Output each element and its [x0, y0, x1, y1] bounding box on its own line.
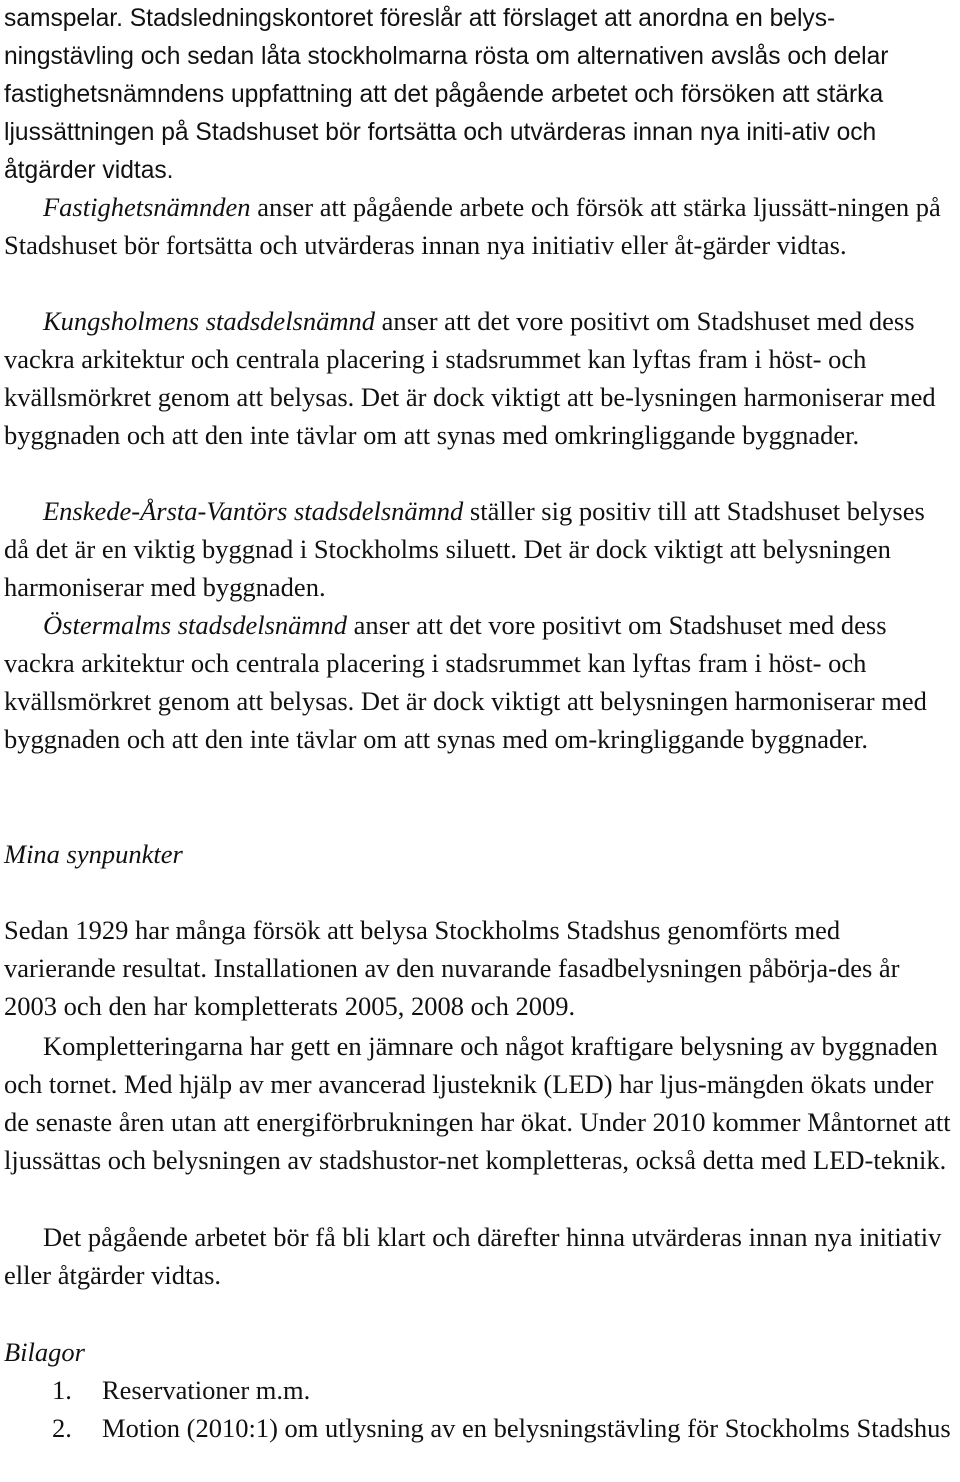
paragraph-text: ställer sig positiv till att Stadshuset belyses då det är en viktig byggnad i Stockholms siluett. Det är dock viktigt att belysningen harmoniserar med byggnaden.	[4, 496, 925, 602]
paragraph-kompletteringarna	[4, 1028, 956, 1180]
paragraph-text: anser att det vore positivt om Stadshuset med dess vackra arkitektur och centrala placering i stadsrummet kan lyftas fram i höst- och kvällsmörkret genom att belysas. Det är dock viktigt att be-lysningen harmoniserar med byggnaden och att den inte tävlar om att synas med omkringliggande byggnader.	[4, 306, 936, 450]
paragraph-text: samspelar. Stadsledningskontoret föreslår att förslaget att anordna en belys-ningstävling och sedan låta stockholmarna rösta om alternativen avslås och delar fastighetsnämndens uppfattning att det pågående arbetet och försöken att stärka ljussättningen på Stadshuset bör fortsätta och utvärderas innan nya initi-ativ och åtgärder vidtas.	[4, 5, 889, 184]
paragraph-text: anser att pågående arbete och försök att stärka ljussätt-ningen på Stadshuset bör fortsätta och utvärderas innan nya initiativ eller åt-gärder vidtas.	[4, 192, 941, 260]
body-name-fastighetsnamnden: Fastighetsnämnden	[43, 192, 251, 222]
paragraph-sedan-1929	[4, 912, 956, 1026]
paragraph-stadsledningskontoret	[4, 0, 956, 190]
paragraph-pagaende-arbetet	[4, 1219, 956, 1295]
list-item-number: 2.	[52, 1412, 72, 1443]
paragraph-kungsholmen	[4, 303, 956, 455]
list-item-text: Reservationer m.m.	[102, 1375, 311, 1405]
attachments-list	[4, 1372, 956, 1448]
paragraph-text: Kompletteringarna har gett en jämnare och något kraftigare belysning av byggnaden och tornet. Med hjälp av mer avancerad ljusteknik (LED) har ljus-mängden ökats under de senaste åren utan att energiförbrukningen har ökat. Under 2010 kommer Måntornet att ljussättas och belysningen av stadshustor-net kompletteras, också detta med LED-teknik.	[4, 1031, 951, 1175]
list-item	[4, 1372, 956, 1410]
heading-text: Mina synpunkter	[4, 839, 183, 869]
body-name-kungsholmen: Kungsholmens stadsdelsnämnd	[43, 306, 376, 336]
paragraph-fastighetsnamnden	[4, 189, 956, 265]
list-item	[4, 1410, 956, 1448]
paragraph-text: anser att det vore positivt om Stadshuset med dess vackra arkitektur och centrala placering i stadsrummet kan lyftas fram i höst- och kvällsmörkret genom att belysas. Det är dock viktigt att belysningen harmoniserar med byggnaden och att den inte tävlar om att synas med om-kringliggande byggnader.	[4, 610, 927, 754]
body-name-enskede: Enskede-Årsta-Vantörs stadsdelsnämnd	[43, 496, 464, 526]
section-heading-synpunkter	[4, 836, 956, 874]
list-item-text: Motion (2010:1) om utlysning av en belysningstävling för Stockholms Stadshus	[102, 1412, 951, 1443]
list-item-number: 1.	[52, 1375, 72, 1405]
section-heading-bilagor	[4, 1334, 956, 1372]
heading-text: Bilagor	[4, 1337, 85, 1367]
paragraph-enskede	[4, 493, 956, 607]
paragraph-text: Det pågående arbetet bör få bli klart och därefter hinna utvärderas innan nya initiativ eller åtgärder vidtas.	[4, 1222, 942, 1290]
paragraph-ostermalm	[4, 607, 956, 759]
body-name-ostermalm: Östermalms stadsdelsnämnd	[43, 610, 348, 640]
paragraph-text: Sedan 1929 har många försök att belysa Stockholms Stadshus genomförts med varierande resultat. Installationen av den nuvarande fasadbelysningen påbörja-des år 2003 och den har kompletterats 2005, 2008 och 2009.	[4, 915, 900, 1021]
